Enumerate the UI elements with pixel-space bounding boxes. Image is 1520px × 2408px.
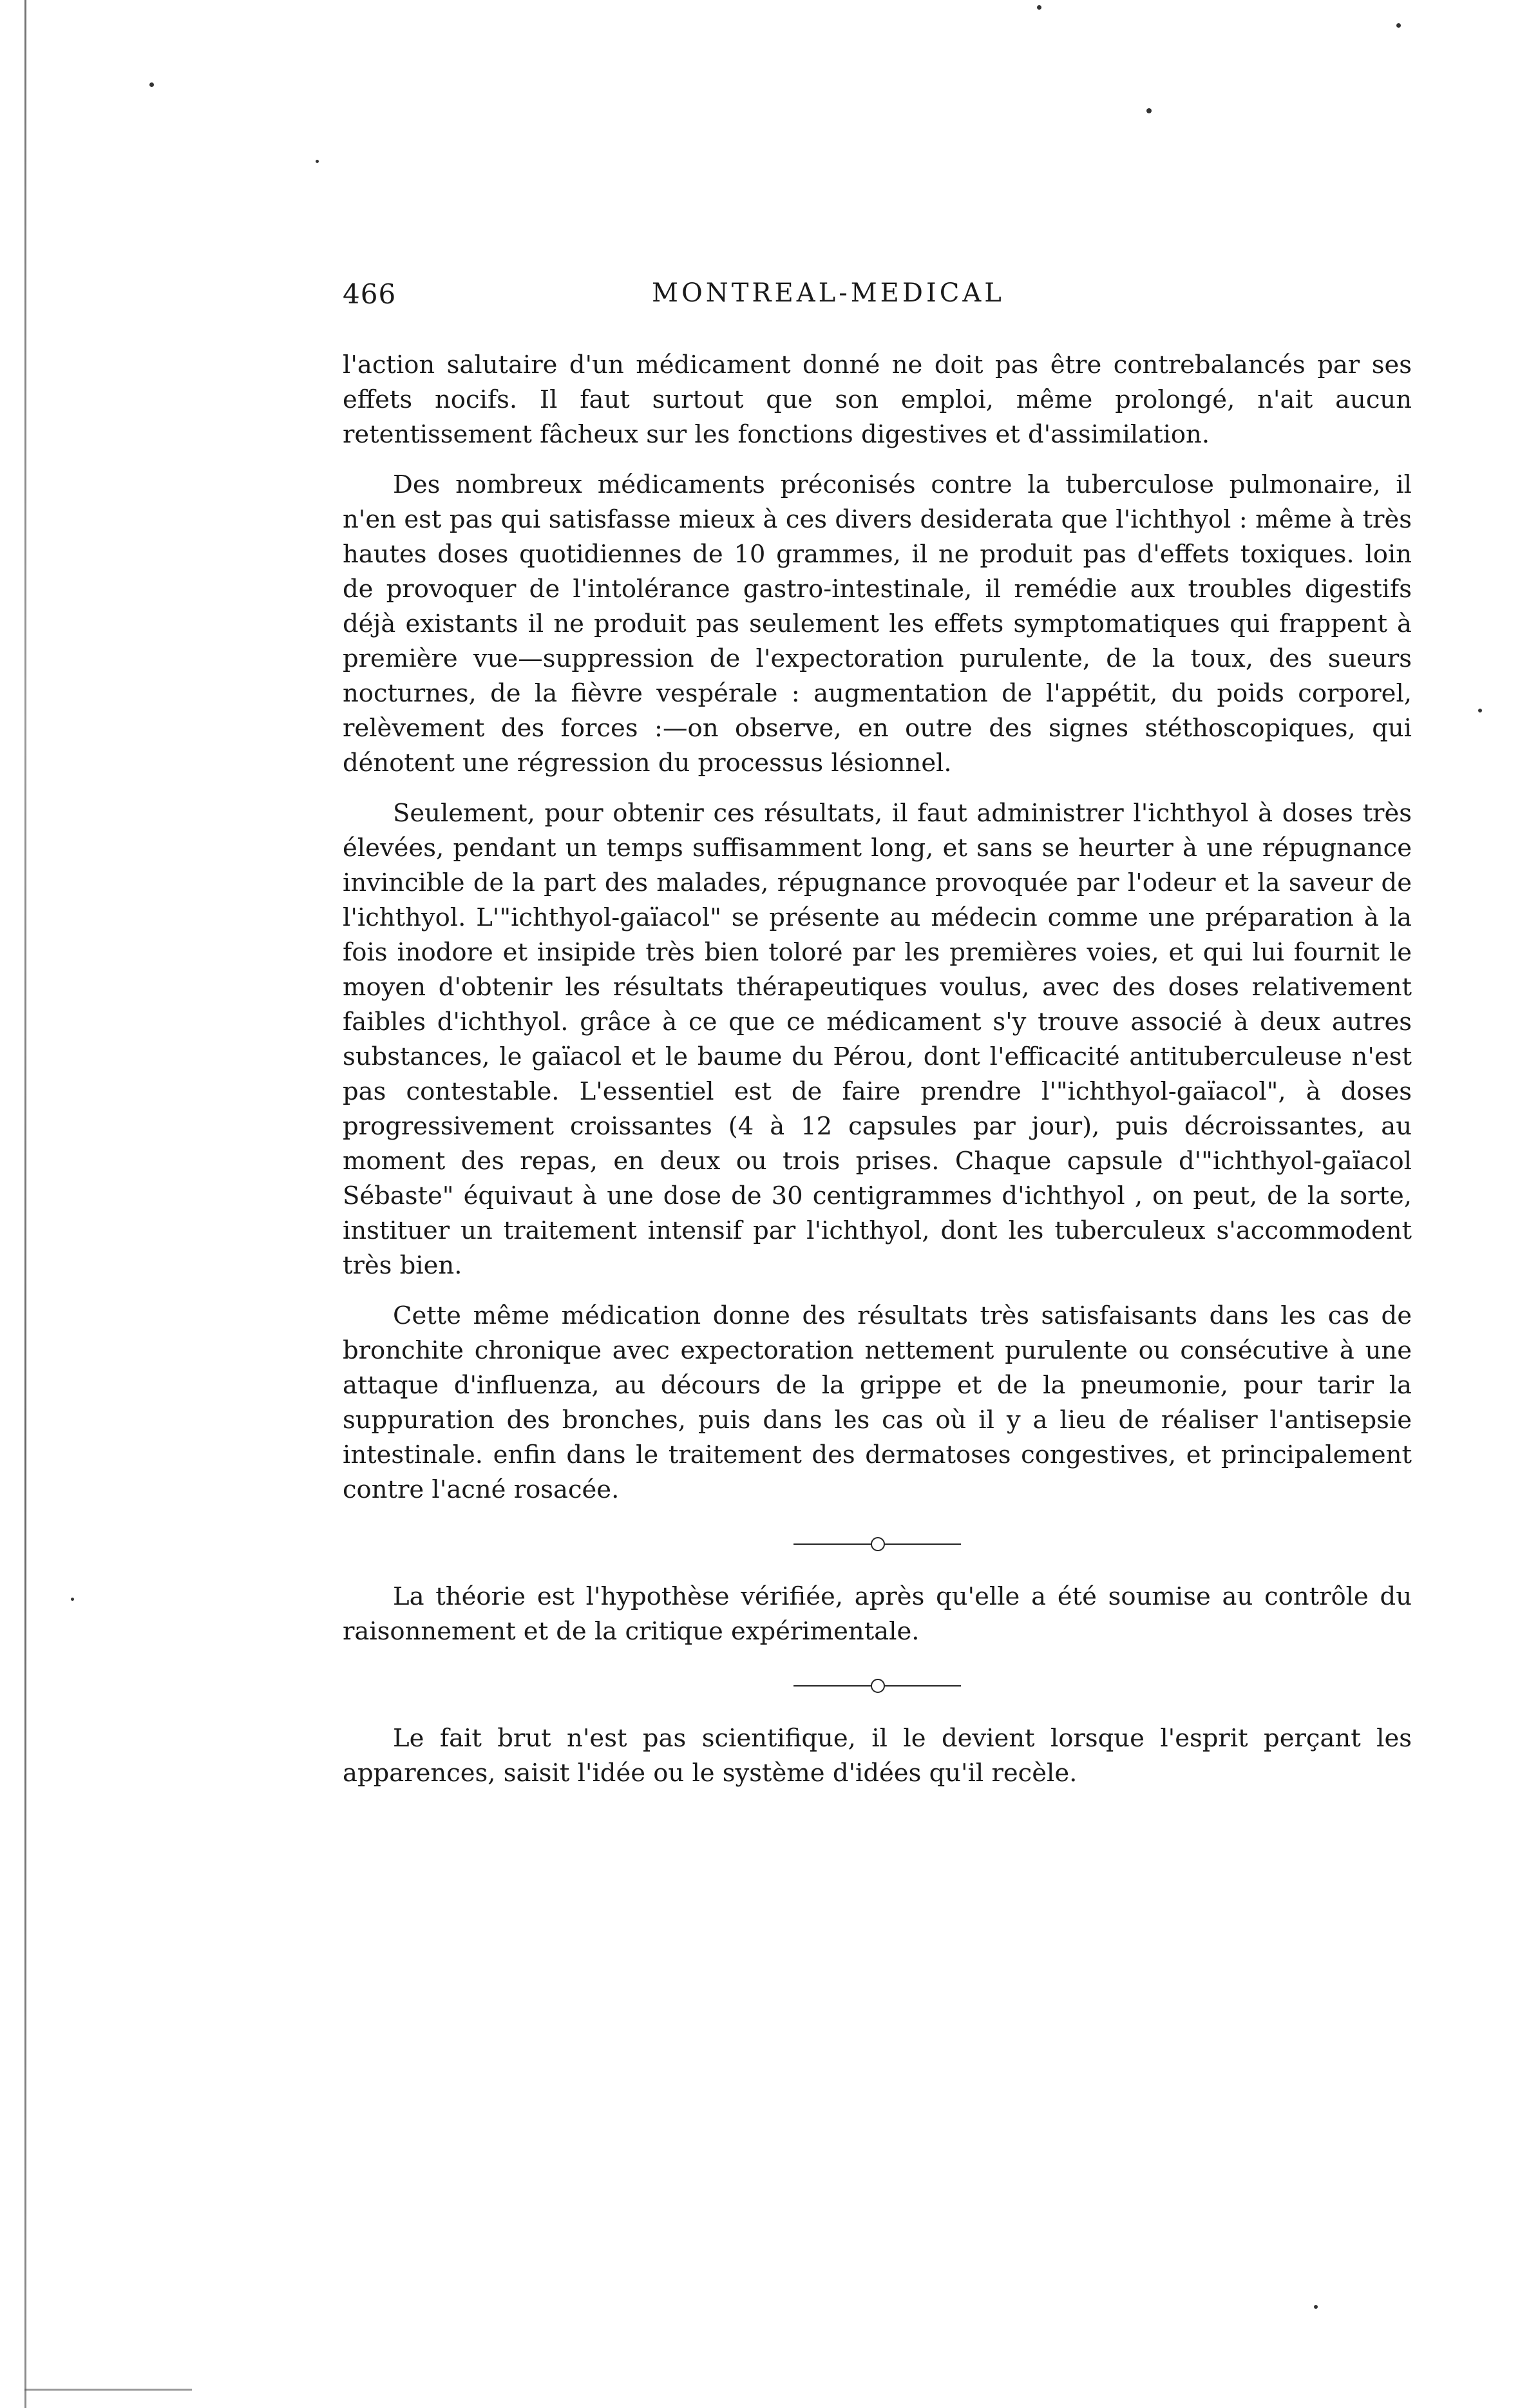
scan-speck [1314,2305,1318,2309]
paragraph-other-indications: Cette même médication donne des résultats très satisfaisants dans les cas de bronchite chronique avec expectoration nettement purulente ou consécutive à une attaque d'influenza, au décours de la grippe et de la pneumonie, pour tarir la suppuration des bronches, puis dans les cas où il y a lieu de réaliser l'antisepsie intestinale. enfin dans le traitement des dermatoses congestives, et principalement contre l'acné rosacée. [343,1301,1412,1504]
page-number: 466 [343,278,397,310]
scan-speck [71,1598,74,1601]
paragraph-ichthyol-gaiacol: Seulement, pour obtenir ces résultats, il faut administrer l'ichthyol à doses très élevées, pendant un temps suffisamment long, et sans se heurter à une répugnance invincible de la part des malades, répugnance provoquée par l'odeur et la saveur de l'ichthyol. L'"ichthyol-gaïacol" se présente au médecin comme une préparation à la fois inodore et insipide très bien toloré par les premières voies, et qui lui fournit le moyen d'obtenir les résultats thérapeutiques voulus, avec des doses relativement faibles d'ichthyol. grâce à ce que ce médicament s'y trouve associé à deux autres substances, le gaïacol et le baume du Pérou, dont l'efficacité antituberculeuse n'est pas contestable. L'essentiel est de faire prendre l'"ichthyol-gaïacol", à doses progressivement croissantes (4 à 12 capsules par jour), puis décroissantes, au moment des repas, en deux ou trois prises. Chaque capsule d'"ichthyol-gaïacol Sébaste" équivaut à une dose de 30 centigrammes d'ichthyol , on peut, de la sorte, instituer un traitement intensif par l'ichthyol, dont les tuberculeux s'accommodent très bien. [343,799,1412,1280]
separator-ornament [871,1537,885,1551]
scan-speck [1396,23,1401,28]
scan-speck [316,160,319,163]
section-separator [793,1531,961,1556]
paragraph-continuation: l'action salutaire d'un médicament donné ne doit pas être contrebalancés par ses effets nocifs. Il faut surtout que son emploi, même prolongé, n'ait aucun retentissement fâcheux sur les fonctions digestives et d'assimilation. [343,350,1412,449]
journal-title: MONTREAL-MEDICAL [652,278,1005,308]
maxim-fact: Le fait brut n'est pas scientifique, il le devient lorsque l'esprit perçant les apparences, saisit l'idée ou le système d'idées qu'il recèle. [343,1724,1412,1788]
scan-speck [1478,709,1482,712]
scan-border-left [24,0,26,2408]
paragraph-ichthyol-benefits: Des nombreux médicaments préconisés contre la tuberculose pulmonaire, il n'en est pas qui satisfasse mieux à ces divers desiderata que l'ichthyol : même à très hautes doses quotidiennes de 10 grammes, il ne produit pas d'effets toxiques. loin de provoquer de l'intolérance gastro-intestinale, il remédie aux troubles digestifs déjà existants il ne produit pas seulement les effets symptomatiques qui frappent à première vue—suppression de l'expectoration purulente, de la toux, des sueurs nocturnes, de la fièvre vespérale : augmentation de l'appétit, du poids corporel, relèvement des forces :—on observe, en outre des signes stéthoscopiques, qui dénotent une régression du processus lésionnel. [343,470,1412,778]
section-separator [793,1672,961,1698]
scan-speck [1146,108,1152,113]
running-head [343,278,1412,317]
separator-ornament [871,1679,885,1693]
scan-border-bottom [24,2389,192,2391]
article-body [343,348,1412,1806]
maxim-theory: La théorie est l'hypothèse vérifiée, après qu'elle a été soumise au contrôle du raisonnement et de la critique expérimentale. [343,1582,1412,1646]
scan-speck [149,82,154,87]
scan-speck [1037,5,1041,10]
